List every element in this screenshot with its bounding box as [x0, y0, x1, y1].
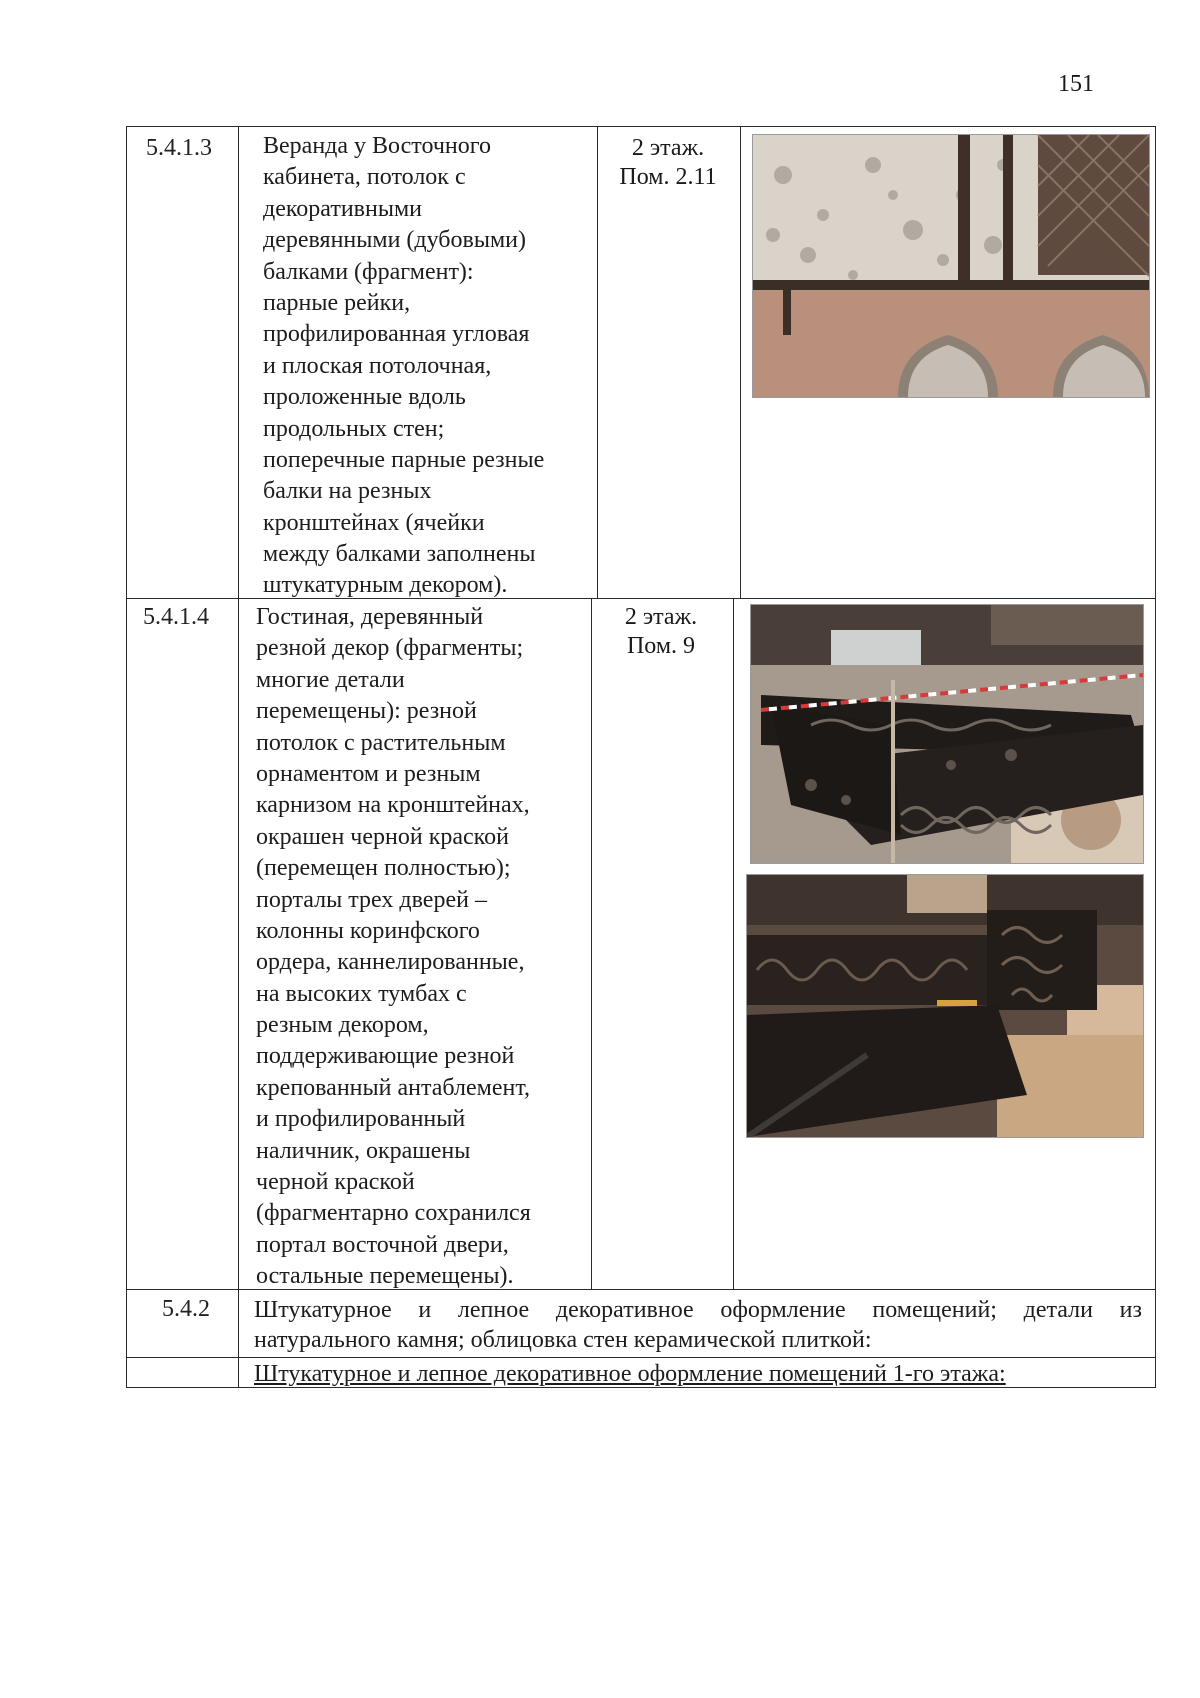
description-line: резной декор (фрагменты; — [256, 635, 524, 662]
heritage-table — [126, 126, 1156, 1388]
row-location — [596, 603, 726, 661]
section-heading-line: натурального камня; облицовка стен керамической плиткой: — [254, 1327, 872, 1353]
page-number: 151 — [1058, 71, 1094, 97]
description-line: ордера, каннелированные, — [256, 949, 525, 976]
description-line: карнизом на кронштейнах, — [256, 792, 530, 819]
description-line: парные рейки, — [263, 289, 411, 316]
description-line: (перемещен полностью); — [256, 855, 511, 882]
description-line: орнаментом и резным — [256, 760, 481, 787]
description-line: портал восточной двери, — [256, 1231, 509, 1258]
row-number: 5.4.1.3 — [146, 135, 212, 161]
description-line: перемещены): резной — [256, 698, 477, 725]
description-line: проложенные вдоль — [263, 384, 466, 411]
row-divider — [126, 1357, 1156, 1358]
location-room: Пом. 9 — [626, 633, 696, 659]
description-line: крепованный антаблемент, — [256, 1074, 531, 1101]
description-line: продольных стен; — [263, 415, 445, 442]
description-line: (фрагментарно сохранился — [256, 1200, 531, 1227]
description-line: между балками заполнены — [263, 541, 536, 568]
row-description — [256, 602, 531, 1293]
description-line: поддерживающие резной — [256, 1043, 515, 1070]
row-description — [263, 131, 544, 602]
description-line: штукатурным декором). — [263, 572, 508, 599]
description-line: резным декором, — [256, 1012, 429, 1039]
description-line: колонны коринфского — [256, 917, 480, 944]
section-heading-line: Штукатурное и лепное декоративное оформление помещений; детали из — [254, 1297, 1142, 1323]
description-line: остальные перемещены). — [256, 1263, 514, 1290]
description-line: потолок с растительным — [256, 729, 506, 756]
description-line: и профилированный — [256, 1106, 466, 1133]
description-line: на высоких тумбах с — [256, 980, 467, 1007]
column-divider — [740, 126, 741, 598]
description-line: поперечные парные резные — [263, 446, 545, 473]
column-divider — [733, 598, 734, 1289]
row-number: 5.4.1.4 — [143, 604, 209, 630]
description-line: наличник, окрашены — [256, 1137, 471, 1164]
table-border-top — [126, 126, 1156, 127]
subsection-heading — [254, 1359, 1142, 1389]
description-line: окрашен черной краской — [256, 823, 509, 850]
row-location — [603, 134, 733, 192]
description-line: Веранда у Восточного — [263, 133, 491, 159]
veranda-ceiling-photo — [752, 134, 1150, 398]
description-line: декоративными — [263, 195, 422, 222]
subsection-heading-line: Штукатурное и лепное декоративное оформление помещений 1-го этажа: — [254, 1361, 1006, 1387]
description-line: балками (фрагмент): — [263, 258, 474, 285]
location-room: Пом. 2.11 — [619, 164, 717, 190]
column-divider — [238, 126, 239, 1388]
description-line: кронштейнах (ячейки — [263, 509, 485, 536]
carved-cornice-fragments-photo — [746, 874, 1144, 1138]
row-number: 5.4.2 — [162, 1296, 210, 1322]
description-line: порталы трех дверей – — [256, 886, 487, 913]
carved-ceiling-fragments-photo — [750, 604, 1144, 864]
description-line: Гостиная, деревянный — [256, 604, 484, 630]
description-line: профилированная угловая — [263, 321, 530, 348]
column-divider — [591, 598, 592, 1289]
description-line: многие детали — [256, 666, 405, 693]
location-floor: 2 этаж. — [631, 135, 705, 161]
table-border-right — [1155, 126, 1156, 1388]
column-divider — [597, 126, 598, 598]
description-line: деревянными (дубовыми) — [263, 227, 526, 254]
table-border-left — [126, 126, 127, 1388]
location-floor: 2 этаж. — [624, 604, 698, 630]
section-heading — [254, 1295, 1142, 1355]
description-line: черной краской — [256, 1169, 415, 1196]
description-line: балки на резных — [263, 478, 432, 505]
description-line: кабинета, потолок с — [263, 164, 466, 191]
description-line: и плоская потолочная, — [263, 352, 492, 379]
